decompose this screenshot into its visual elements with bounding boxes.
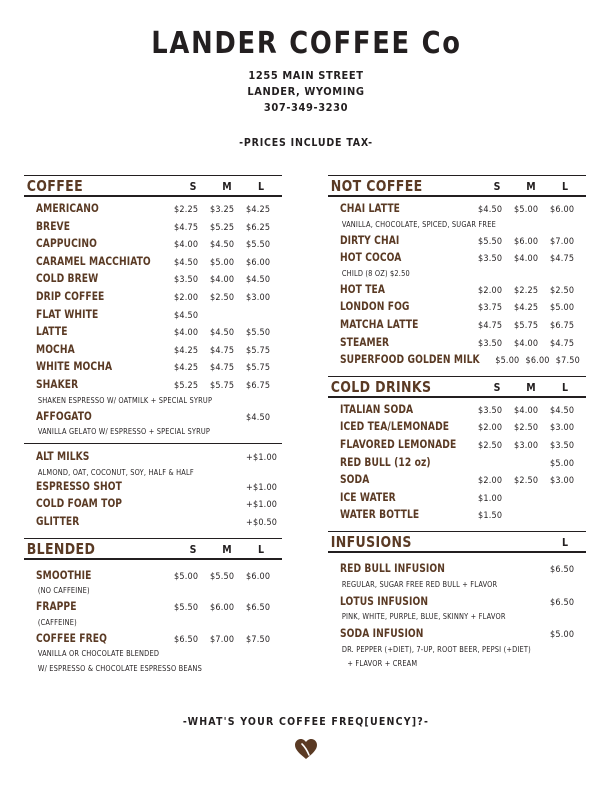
size-l-header: L: [561, 181, 569, 193]
addon-item: [36, 514, 282, 532]
menu-item: [340, 455, 586, 473]
street-address: 1255 MAIN STREET: [248, 69, 364, 82]
menu-item: [36, 631, 282, 649]
price-m: $4.00: [514, 405, 539, 416]
menu-item: [36, 599, 282, 617]
menu-item: [36, 342, 282, 360]
item-note: DR. PEPPER (+DIET), 7-UP, ROOT BEER, PEPSI (+DIET): [341, 644, 531, 654]
item-name: MOCHA: [36, 342, 75, 356]
menu-item: [36, 219, 282, 237]
price-m: $4.75: [210, 363, 235, 374]
item-name: BREVE: [36, 219, 71, 233]
tax-note: -PRICES INCLUDE TAX-: [239, 137, 373, 149]
item-name: CHAI LATTE: [340, 202, 401, 215]
menu-item: [340, 233, 586, 251]
size-l-header: L: [257, 181, 265, 193]
shop-title: LANDER COFFEE Co: [150, 26, 462, 61]
coffee-items: [24, 197, 282, 443]
menu-item: [340, 335, 586, 353]
price-m: $4.75: [210, 345, 235, 356]
blended-section: [24, 538, 282, 681]
price-l: $6.00: [550, 205, 575, 215]
price-m: $3.00: [514, 440, 539, 451]
city-state: LANDER, WYOMING: [247, 85, 365, 98]
menu-item: [340, 472, 586, 490]
phone-number: 307-349-3230: [263, 101, 349, 114]
price-m: $2.50: [514, 423, 539, 434]
menu-item: [36, 324, 282, 342]
right-column: [328, 175, 586, 675]
price-s: $5.00: [174, 571, 199, 582]
price-s: $3.50: [478, 338, 503, 349]
price-s: $4.00: [174, 328, 199, 339]
menu-item: [36, 377, 282, 395]
price-l: $7.00: [550, 236, 575, 247]
item-name: HOT TEA: [340, 282, 386, 296]
price-s: $4.25: [174, 363, 199, 374]
size-m-header: M: [526, 181, 536, 193]
price-l: $4.50: [246, 412, 271, 423]
item-name: FLAT WHITE: [36, 307, 99, 321]
menu-item: [340, 594, 586, 612]
size-m-header: M: [222, 181, 232, 193]
price-s: $4.50: [174, 310, 199, 321]
price-l: $5.00: [550, 458, 575, 469]
menu-item: [340, 437, 586, 455]
menu-item: [36, 254, 282, 272]
price-m: $6.00: [210, 603, 235, 614]
infusions-header: [328, 531, 586, 553]
price-l: $6.50: [550, 597, 575, 608]
blended-items: [24, 560, 282, 681]
item-name: GLITTER: [36, 514, 80, 528]
price-s: $5.25: [174, 380, 199, 391]
price-l: $6.00: [246, 257, 271, 268]
price-s: $4.75: [478, 320, 503, 331]
addon-item: [36, 496, 282, 514]
price-m: $4.50: [210, 240, 235, 251]
addon-price: +$1.00: [246, 482, 278, 493]
menu-item: [340, 507, 586, 525]
menu-item: [36, 201, 282, 219]
price-m: $4.50: [210, 328, 235, 339]
item-note: VANILLA, CHOCOLATE, SPICED, SUGAR FREE: [341, 219, 496, 229]
menu-item: [36, 271, 282, 289]
item-note: W/ ESPRESSO & CHOCOLATE ESPRESSO BEANS: [37, 664, 202, 674]
item-name: SODA INFUSION: [340, 627, 424, 641]
item-name: LATTE: [36, 325, 68, 339]
menu-item: [340, 201, 586, 219]
menu-item: [340, 626, 586, 644]
section-title: NOT COFFEE: [330, 177, 423, 195]
item-name: MATCHA LATTE: [340, 317, 419, 331]
menu-header: [0, 26, 612, 149]
price-m: $4.25: [514, 303, 539, 314]
price-l: $5.00: [550, 630, 575, 641]
menu-item: [340, 317, 586, 335]
size-s-header: S: [493, 381, 501, 394]
item-name: SODA: [340, 473, 370, 487]
menu-item: [36, 359, 282, 377]
price-l: $4.75: [550, 254, 575, 265]
item-name: RED BULL (12 oz): [340, 455, 431, 469]
price-m: $6.00: [525, 356, 550, 367]
price-l: $6.25: [246, 222, 271, 233]
price-l: $4.50: [550, 405, 575, 416]
coffee-bean-heart-icon: [294, 738, 318, 760]
addon-items: [24, 444, 282, 537]
price-s: $6.50: [174, 634, 199, 645]
item-note: VANILLA OR CHOCOLATE BLENDED: [37, 649, 160, 659]
infusions-items: [328, 553, 586, 675]
addon-item: [36, 449, 282, 467]
item-note: PINK, WHITE, PURPLE, BLUE, SKINNY + FLAVOR: [341, 612, 506, 622]
menu-item: [36, 236, 282, 254]
price-s: $3.50: [174, 275, 199, 286]
item-note: REGULAR, SUGAR FREE RED BULL + FLAVOR: [341, 579, 498, 589]
size-m-header: M: [222, 543, 232, 556]
not-coffee-section: [328, 175, 586, 376]
price-l: $3.00: [246, 292, 271, 303]
menu-item: [36, 409, 282, 427]
addon-price: +$1.00: [246, 453, 278, 464]
price-s: $2.50: [478, 440, 503, 451]
cold-drinks-items: [328, 398, 586, 531]
section-title: BLENDED: [26, 539, 96, 558]
tagline: -WHAT'S YOUR COFFEE FREQ[UENCY]?-: [182, 716, 430, 728]
size-l-header: L: [561, 536, 569, 549]
menu-item: [340, 402, 586, 420]
size-l-header: L: [561, 381, 569, 394]
menu-item: [340, 352, 586, 370]
item-note: + FLAVOR + CREAM: [347, 658, 418, 668]
price-s: $4.75: [174, 222, 199, 233]
item-name: ESPRESSO SHOT: [36, 479, 122, 493]
item-note: SHAKEN ESPRESSO W/ OATMILK + SPECIAL SYRUP: [37, 395, 213, 405]
price-m: $5.50: [210, 571, 235, 582]
price-s: $3.50: [478, 254, 503, 265]
price-s: $2.00: [478, 285, 503, 296]
price-m: $5.25: [210, 222, 235, 233]
item-name: CAPPUCINO: [36, 237, 97, 251]
price-s: $4.00: [174, 240, 199, 251]
infusions-section: [328, 531, 586, 675]
item-name: DIRTY CHAI: [340, 233, 400, 247]
price-m: $4.00: [514, 254, 539, 265]
size-l-header: L: [257, 543, 265, 556]
price-l: $4.75: [550, 338, 575, 349]
coffee-header: [24, 175, 282, 197]
price-s: $4.50: [174, 257, 199, 268]
section-title: INFUSIONS: [330, 532, 412, 551]
price-m: $4.00: [514, 338, 539, 349]
addon-price: +$0.50: [246, 517, 278, 528]
price-l: $4.25: [246, 205, 271, 215]
item-note: (NO CAFFEINE): [37, 586, 90, 596]
item-name: ALT MILKS: [36, 450, 90, 464]
price-m: $2.25: [514, 285, 539, 296]
blended-header: [24, 538, 282, 560]
addon-item: [36, 479, 282, 497]
item-note: (CAFFEINE): [37, 617, 77, 627]
item-name: AMERICANO: [36, 202, 99, 215]
price-s: $4.25: [174, 345, 199, 356]
price-s: $3.50: [478, 405, 503, 416]
item-name: COFFEE FREQ: [36, 631, 107, 645]
price-s: $1.50: [478, 511, 503, 522]
item-name: FLAVORED LEMONADE: [340, 437, 457, 451]
cold-drinks-section: [328, 376, 586, 531]
item-name: STEAMER: [340, 335, 390, 349]
addons-section: [24, 443, 282, 537]
item-name: SMOOTHIE: [36, 568, 92, 582]
cold-drinks-header: [328, 376, 586, 398]
price-l: $5.50: [246, 328, 271, 339]
menu-item: [340, 250, 586, 268]
price-s: $2.00: [478, 476, 503, 487]
price-s: $2.00: [478, 423, 503, 434]
item-name: SUPERFOOD GOLDEN MILK: [340, 353, 480, 367]
price-l: $3.00: [550, 476, 575, 487]
price-m: $5.75: [210, 380, 235, 391]
price-l: $4.50: [246, 275, 271, 286]
item-name: RED BULL INFUSION: [340, 561, 445, 575]
item-note: CHILD (8 OZ) $2.50: [341, 268, 410, 278]
menu-item: [340, 282, 586, 300]
price-s: $1.00: [478, 493, 503, 504]
price-m: $6.00: [514, 236, 539, 247]
item-name: ITALIAN SODA: [340, 402, 414, 416]
price-m: $2.50: [514, 476, 539, 487]
price-l: $5.75: [246, 345, 271, 356]
price-m: $4.00: [210, 275, 235, 286]
price-m: $5.75: [514, 320, 539, 331]
left-column: [24, 175, 282, 680]
item-name: ICE WATER: [340, 490, 396, 504]
item-name: COLD BREW: [36, 272, 99, 286]
price-s: $2.25: [174, 205, 199, 215]
item-name: CARAMEL MACCHIATO: [36, 254, 151, 268]
section-title: COFFEE: [26, 177, 84, 195]
price-l: $7.50: [246, 634, 271, 645]
size-s-header: S: [493, 181, 501, 193]
price-s: $5.00: [495, 356, 520, 367]
menu-item: [340, 561, 586, 579]
price-l: $7.50: [555, 356, 580, 367]
menu-item: [340, 490, 586, 508]
price-s: $5.50: [478, 236, 503, 247]
price-m: $5.00: [514, 205, 539, 215]
price-l: $5.50: [246, 240, 271, 251]
item-name: SHAKER: [36, 377, 79, 391]
price-m: $3.25: [210, 205, 235, 215]
price-l: $6.00: [246, 571, 271, 582]
not-coffee-header: [328, 175, 586, 197]
menu-item: [36, 307, 282, 325]
price-l: $6.75: [246, 380, 271, 391]
price-m: $5.00: [210, 257, 235, 268]
menu-item: [36, 289, 282, 307]
size-s-header: S: [189, 543, 197, 556]
item-note: VANILLA GELATO W/ ESPRESSO + SPECIAL SYRUP: [37, 427, 211, 437]
item-name: DRIP COFFEE: [36, 289, 105, 303]
price-l: $6.75: [550, 320, 575, 331]
item-name: FRAPPE: [36, 600, 77, 614]
item-name: AFFOGATO: [36, 409, 92, 423]
item-name: WHITE MOCHA: [36, 360, 113, 374]
price-l: $3.50: [550, 440, 575, 451]
menu-item: [340, 299, 586, 317]
price-s: $4.50: [478, 205, 503, 215]
price-l: $3.00: [550, 423, 575, 434]
menu-footer: [0, 716, 612, 760]
price-l: $2.50: [550, 285, 575, 296]
price-m: $7.00: [210, 634, 235, 645]
price-s: $3.75: [478, 303, 503, 314]
menu-item: [36, 568, 282, 586]
item-name: LOTUS INFUSION: [340, 594, 429, 608]
addon-price: +$1.00: [246, 500, 278, 511]
item-name: WATER BOTTLE: [340, 508, 420, 522]
item-name: HOT COCOA: [340, 251, 402, 265]
menu-item: [340, 419, 586, 437]
item-name: LONDON FOG: [340, 300, 410, 314]
item-name: COLD FOAM TOP: [36, 497, 123, 511]
coffee-section: [24, 175, 282, 443]
item-note: ALMOND, OAT, COCONUT, SOY, HALF & HALF: [37, 467, 194, 477]
price-s: $5.50: [174, 603, 199, 614]
price-l: $5.75: [246, 363, 271, 374]
price-l: $6.50: [246, 603, 271, 614]
price-m: $2.50: [210, 292, 235, 303]
size-m-header: M: [526, 381, 536, 394]
section-title: COLD DRINKS: [330, 377, 432, 396]
size-s-header: S: [189, 181, 197, 193]
price-s: $2.00: [174, 292, 199, 303]
price-l: $6.50: [550, 564, 575, 575]
price-l: $5.00: [550, 303, 575, 314]
address-block: [0, 68, 612, 116]
not-coffee-items: [328, 197, 586, 376]
item-name: ICED TEA/LEMONADE: [340, 420, 450, 434]
